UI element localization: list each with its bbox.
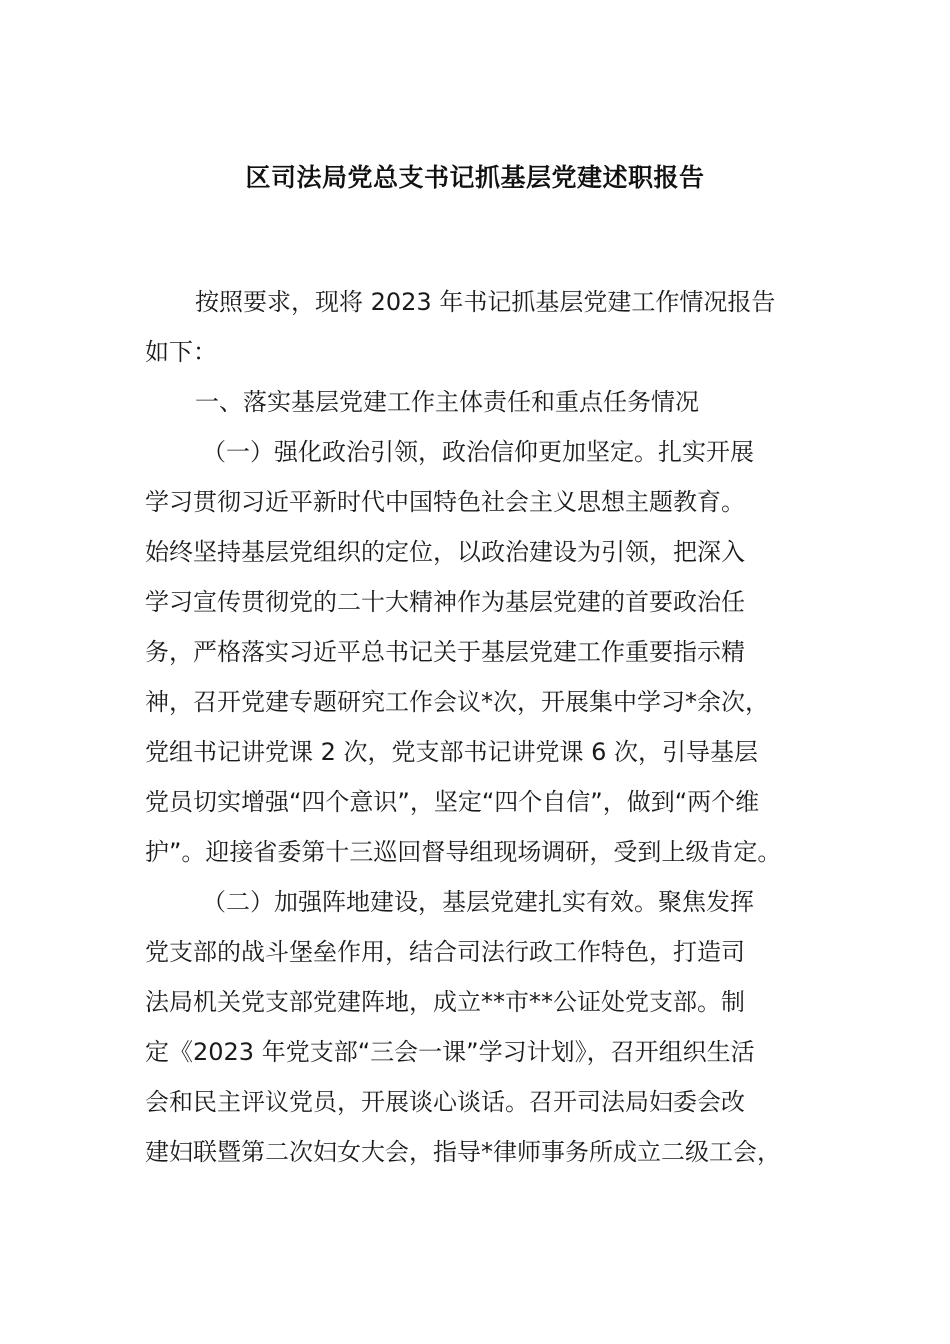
paragraph-line: 护”。迎接省委第十三巡回督导组现场调研，受到上级肯定。 xyxy=(145,838,782,866)
paragraph-line: 学习贯彻习近平新时代中国特色社会主义思想主题教育。 xyxy=(145,488,745,516)
subsection-heading-line: （一）强化政治引领，政治信仰更加坚定。扎实开展 xyxy=(202,438,754,466)
subsection-heading-line: （二）加强阵地建设，基层党建扎实有效。聚焦发挥 xyxy=(202,888,754,916)
paragraph-line: 学习宣传贯彻党的二十大精神作为基层党建的首要政治任 xyxy=(145,588,745,616)
paragraph-line: 法局机关党支部党建阵地，成立**市**公证处党支部。制 xyxy=(145,988,745,1016)
paragraph-line: 神，召开党建专题研究工作会议*次，开展集中学习*余次， xyxy=(145,688,769,716)
paragraph-line: 定《2023 年党支部“三会一课”学习计划》，召开组织生活 xyxy=(145,1038,755,1066)
paragraph-line: 务，严格落实习近平总书记关于基层党建工作重要指示精 xyxy=(145,638,745,666)
paragraph-line: 按照要求，现将 2023 年书记抓基层党建工作情况报告 xyxy=(195,288,776,316)
paragraph-line: 会和民主评议党员，开展谈心谈话。召开司法局妇委会改 xyxy=(145,1088,745,1116)
document-title: 区司法局党总支书记抓基层党建述职报告 xyxy=(245,163,705,192)
paragraph-line: 党组书记讲党课 2 次，党支部书记讲党课 6 次，引导基层 xyxy=(145,738,759,766)
paragraph-line: 党支部的战斗堡垒作用，结合司法行政工作特色，打造司 xyxy=(145,938,745,966)
paragraph-line: 始终坚持基层党组织的定位，以政治建设为引领，把深入 xyxy=(145,538,745,566)
section-heading: 一、落实基层党建工作主体责任和重点任务情况 xyxy=(195,388,699,416)
paragraph-line: 建妇联暨第二次妇女大会，指导*律师事务所成立二级工会， xyxy=(145,1138,781,1166)
paragraph-line: 如下： xyxy=(145,338,217,366)
paragraph-line: 党员切实增强“四个意识”，坚定“四个自信”，做到“两个维 xyxy=(145,788,760,816)
